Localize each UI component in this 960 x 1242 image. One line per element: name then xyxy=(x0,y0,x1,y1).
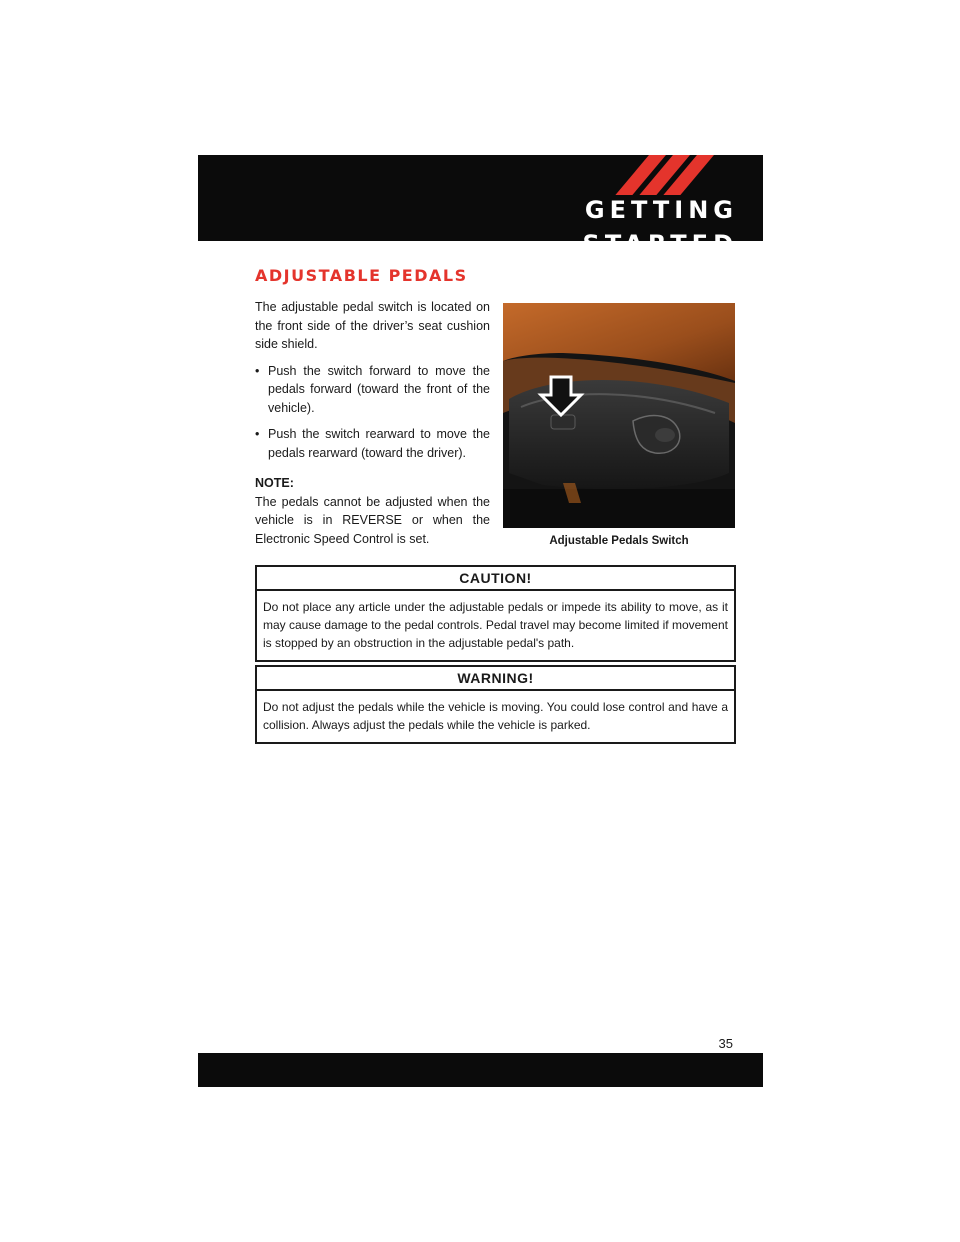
page-heading: ADJUSTABLE PEDALS xyxy=(255,266,468,285)
caution-title: CAUTION! xyxy=(257,567,734,591)
list-item-text: Push the switch forward to move the pedals forward (toward the front of the vehicle). xyxy=(268,363,490,415)
caution-box xyxy=(255,565,736,662)
footer-band xyxy=(198,1053,763,1087)
bullet-icon: • xyxy=(255,363,260,378)
body-column xyxy=(255,298,490,548)
note-text: The pedals cannot be adjusted when the vehicle is in REVERSE or when the Electronic Speed Control is set. xyxy=(255,494,490,546)
seat-switch-illustration xyxy=(503,303,735,528)
warning-box xyxy=(255,665,736,744)
warning-text: Do not adjust the pedals while the vehicle is moving. You could lose control and have a collision. Always adjust the pedals while the vehicle is parked. xyxy=(263,700,728,732)
section-title: GETTING STARTED xyxy=(582,196,738,258)
seat-switch-photo xyxy=(503,303,735,528)
bullet-icon: • xyxy=(255,427,260,441)
list-item xyxy=(255,425,490,462)
figure-caption: Adjustable Pedals Switch xyxy=(549,535,689,547)
caution-text: Do not place any article under the adjustable pedals or impede its ability to move, as it may cause damage to the pedal controls. Pedal travel may become limited if movement is stopped by an obstruction in the adjustable pedal's path. xyxy=(263,600,728,650)
page-number: 35 xyxy=(718,1036,733,1051)
list-item-text: Push the switch rearward to move the pedals rearward (toward the driver). xyxy=(268,427,490,460)
note-label: NOTE: xyxy=(255,476,294,490)
list-item xyxy=(255,362,490,418)
warning-title: WARNING! xyxy=(257,667,734,691)
instruction-list xyxy=(255,362,490,463)
intro-paragraph: The adjustable pedal switch is located on the front side of the driver’s seat cushion side shield. xyxy=(255,300,490,351)
